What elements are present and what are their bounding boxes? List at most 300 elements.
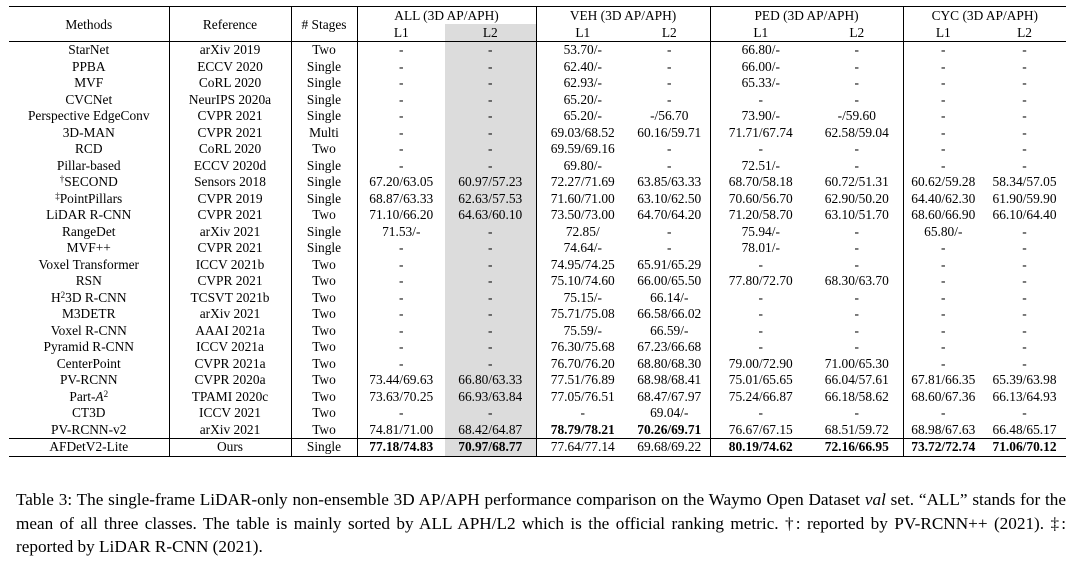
metric-cell: - [903, 273, 983, 290]
metric-cell: - [1022, 75, 1027, 90]
method-superscript: 2 [60, 289, 66, 300]
metric-cell: 69.04/- [650, 405, 689, 420]
method-label: Voxel Transformer [38, 256, 140, 272]
reference-cell: ICCV 2021b [169, 257, 291, 274]
method-label: RSN [75, 273, 102, 288]
method-label: RCD [74, 141, 103, 156]
method-name [9, 405, 169, 422]
metric-cell: - [357, 125, 445, 142]
metric-cell: 68.98/68.41 [637, 372, 702, 387]
stages-cell: Two [291, 207, 357, 224]
metric-cell: - [854, 306, 859, 321]
table-row [9, 141, 1066, 158]
metric-cell: 66.80/63.33 [445, 372, 536, 389]
metric-cell: - [710, 141, 811, 158]
method-name [9, 389, 169, 406]
metric-cell: 75.71/75.08 [536, 306, 629, 323]
stages-cell: Single [291, 174, 357, 191]
table-row [9, 75, 1066, 92]
metric-cell: - [445, 273, 536, 290]
metric-cell: 65.20/- [536, 108, 629, 125]
metric-cell: 71.06/70.12 [983, 439, 1066, 457]
metric-cell: 65.20/- [536, 92, 629, 109]
metric-cell: - [903, 141, 983, 158]
metric-cell: 77.80/72.70 [710, 273, 811, 290]
metric-cell: 62.58/59.04 [824, 124, 889, 140]
metric-cell: - [667, 157, 672, 173]
reference-cell: CVPR 2021a [169, 356, 291, 373]
method-name [9, 439, 169, 457]
stages-cell: Two [291, 323, 357, 340]
metric-cell: - [667, 141, 672, 156]
metric-cell: 71.10/66.20 [357, 207, 445, 224]
metric-cell: 68.98/67.63 [903, 422, 983, 439]
method-name [9, 92, 169, 109]
metric-cell: - [903, 356, 983, 373]
metric-cell: 79.00/72.90 [710, 356, 811, 373]
metric-cell: - [1022, 273, 1027, 288]
metric-cell: - [357, 405, 445, 422]
stages-cell: Single [291, 92, 357, 109]
metric-cell: 68.87/63.33 [357, 191, 445, 208]
method-label: SECOND [64, 174, 118, 189]
metric-cell: - [1022, 157, 1027, 173]
metric-cell: 67.20/63.05 [357, 174, 445, 191]
table-row [9, 422, 1066, 439]
metric-cell: - [445, 306, 536, 323]
metric-cell: - [854, 339, 859, 354]
metric-cell: - [1022, 240, 1027, 255]
table-row [9, 59, 1066, 76]
method-name [9, 290, 169, 307]
table-row [9, 158, 1066, 175]
metric-cell: 69.80/- [536, 158, 629, 175]
stages-cell: Two [291, 273, 357, 290]
method-name [9, 224, 169, 241]
method-name [9, 59, 169, 76]
header-level: L1 [357, 24, 445, 42]
table-row [9, 108, 1066, 125]
reference-cell: ECCV 2020 [169, 59, 291, 76]
metric-cell: 66.48/65.17 [992, 421, 1057, 437]
method-name [9, 108, 169, 125]
metric-cell: 66.93/63.84 [445, 389, 536, 406]
metric-cell: 68.47/67.97 [637, 388, 702, 404]
metric-cell: 69.68/69.22 [629, 439, 710, 457]
method-label: Perspective EdgeConv [27, 108, 150, 123]
metric-cell: - [357, 290, 445, 307]
metric-cell: 73.90/- [710, 108, 811, 125]
metric-cell: - [357, 257, 445, 274]
stages-cell: Two [291, 339, 357, 356]
metric-cell: - [903, 59, 983, 76]
table-row [9, 273, 1066, 290]
method-label: H [50, 289, 61, 305]
metric-cell: 64.70/64.20 [637, 207, 702, 222]
stages-cell: Single [291, 108, 357, 125]
metric-cell: - [1022, 141, 1027, 156]
metric-cell: 78.01/- [710, 240, 811, 257]
metric-cell: 66.80/- [710, 42, 811, 59]
method-superscript: 2 [103, 388, 109, 399]
metric-cell: 61.90/59.90 [992, 190, 1057, 206]
metric-cell: 71.20/58.70 [710, 207, 811, 224]
metric-cell: - [667, 42, 672, 57]
reference-cell: ICCV 2021 [169, 405, 291, 422]
metric-cell: - [854, 58, 859, 74]
header-group-all: ALL (3D AP/APH) [357, 7, 536, 25]
method-label: RangeDet [61, 223, 116, 239]
method-name [9, 422, 169, 439]
method-name [9, 42, 169, 59]
metric-cell: - [445, 405, 536, 422]
metric-cell: 72.16/66.95 [811, 439, 903, 457]
metric-cell: 66.14/- [650, 289, 689, 305]
method-label: Pyramid R-CNN [43, 339, 134, 354]
metric-cell: 76.30/75.68 [536, 339, 629, 356]
header-level: L2 [629, 24, 710, 42]
metric-cell: - [903, 108, 983, 125]
stages-cell: Two [291, 42, 357, 59]
metric-cell: - [854, 157, 859, 173]
metric-cell: 78.79/78.21 [536, 422, 629, 439]
stages-cell: Single [291, 439, 357, 457]
table-row [9, 174, 1066, 191]
method-name [9, 257, 169, 274]
stages-cell: Multi [291, 125, 357, 142]
metric-cell: - [854, 405, 859, 420]
metric-cell: 77.51/76.89 [536, 372, 629, 389]
metric-cell: 62.40/- [536, 59, 629, 76]
method-label: Part- [69, 388, 96, 404]
metric-cell: 71.71/67.74 [710, 125, 811, 142]
metric-cell: 68.30/63.70 [824, 273, 889, 288]
metric-cell: - [854, 75, 859, 90]
metric-cell: - [903, 339, 983, 356]
stages-cell: Single [291, 191, 357, 208]
metric-cell: 62.90/50.20 [824, 190, 889, 206]
reference-cell: arXiv 2019 [169, 42, 291, 59]
metric-cell: - [667, 75, 672, 90]
method-name [9, 158, 169, 175]
method-name [9, 306, 169, 323]
metric-cell: 65.39/63.98 [992, 372, 1057, 387]
reference-cell: CVPR 2021 [169, 207, 291, 224]
method-label: MVF [74, 75, 104, 90]
metric-cell: 60.16/59.71 [637, 124, 702, 140]
metric-cell: 60.97/57.23 [445, 174, 536, 191]
metric-cell: 70.60/56.70 [710, 191, 811, 208]
header-level: L1 [710, 24, 811, 42]
metric-cell: 72.85/ [536, 224, 629, 241]
metric-cell: - [1022, 405, 1027, 420]
metric-cell: - [667, 240, 672, 255]
metric-cell: 62.63/57.53 [445, 191, 536, 208]
stages-cell: Two [291, 356, 357, 373]
reference-cell: CVPR 2021 [169, 273, 291, 290]
table-row [9, 92, 1066, 109]
table-row [9, 207, 1066, 224]
metric-cell: -/56.70 [650, 108, 689, 123]
metric-cell: - [445, 42, 536, 59]
results-table [9, 6, 1066, 457]
metric-cell: 66.13/64.93 [992, 388, 1057, 404]
metric-cell: 67.23/66.68 [637, 339, 702, 354]
method-name [9, 273, 169, 290]
metric-cell: - [357, 92, 445, 109]
metric-cell: 71.00/65.30 [824, 355, 889, 371]
stages-cell: Single [291, 158, 357, 175]
reference-cell: arXiv 2021 [169, 422, 291, 439]
metric-cell: - [357, 108, 445, 125]
metric-cell: - [445, 257, 536, 274]
reference-cell: ICCV 2021a [169, 339, 291, 356]
method-label: Pillar-based [56, 157, 121, 173]
metric-cell: - [1022, 322, 1027, 338]
method-label: PPBA [72, 58, 106, 74]
header-level: L1 [903, 24, 983, 42]
method-label: CVCNet [65, 91, 113, 107]
metric-cell: -/59.60 [837, 108, 876, 123]
metric-cell: - [357, 59, 445, 76]
metric-cell: 73.44/69.63 [357, 372, 445, 389]
table-row [9, 224, 1066, 241]
reference-cell: CVPR 2019 [169, 191, 291, 208]
metric-cell: - [710, 92, 811, 109]
header-stages: # Stages [291, 7, 357, 42]
metric-cell: 75.24/66.87 [710, 389, 811, 406]
stages-cell: Single [291, 75, 357, 92]
header-level: L1 [536, 24, 629, 42]
metric-cell: - [1022, 289, 1027, 305]
metric-cell: 75.10/74.60 [536, 273, 629, 290]
metric-cell: - [710, 339, 811, 356]
table-row [9, 339, 1066, 356]
metric-cell: - [357, 273, 445, 290]
metric-cell: 65.33/- [710, 75, 811, 92]
metric-cell: - [903, 75, 983, 92]
method-label: 3D-MAN [62, 124, 115, 140]
method-italic: A [95, 388, 104, 404]
method-name [9, 174, 169, 191]
metric-cell: - [710, 257, 811, 274]
metric-cell: 63.10/51.70 [824, 207, 889, 222]
metric-cell: - [445, 59, 536, 76]
metric-cell: - [357, 158, 445, 175]
metric-cell: 70.26/69.71 [637, 421, 702, 437]
method-name [9, 323, 169, 340]
table-row [9, 372, 1066, 389]
reference-cell: AAAI 2021a [169, 323, 291, 340]
caption-text: set. “ALL” stands for the mean of all three classes. The table is mainly sorted by ALL APH/L2 which is the official ranking metric. †: reported by PV-RCNN++ (2021). ‡: reported by LiDAR R-CNN (2021). [16, 490, 1066, 556]
metric-cell: 74.64/- [536, 240, 629, 257]
metric-cell: 73.50/73.00 [536, 207, 629, 224]
table-row [9, 405, 1066, 422]
method-label: M3DETR [61, 306, 116, 321]
method-name [9, 240, 169, 257]
reference-cell: TPAMI 2020c [169, 389, 291, 406]
stages-cell: Single [291, 59, 357, 76]
metric-cell: 68.51/59.72 [824, 421, 889, 437]
metric-cell: 66.58/66.02 [637, 306, 702, 321]
method-name [9, 75, 169, 92]
metric-cell: - [854, 256, 859, 272]
metric-cell: 66.04/57.61 [824, 372, 889, 387]
metric-cell: - [903, 125, 983, 142]
metric-cell: - [1022, 42, 1027, 57]
header-group-ped: PED (3D AP/APH) [710, 7, 903, 25]
metric-cell: 63.10/62.50 [637, 190, 702, 206]
metric-cell: - [445, 108, 536, 125]
metric-cell: 72.51/- [710, 158, 811, 175]
metric-cell: 64.63/60.10 [445, 207, 536, 224]
stages-cell: Two [291, 141, 357, 158]
metric-cell: 80.19/74.62 [710, 439, 811, 457]
metric-cell: 75.15/- [536, 290, 629, 307]
stages-cell: Two [291, 306, 357, 323]
metric-cell: - [357, 141, 445, 158]
metric-cell: - [854, 42, 859, 57]
metric-cell: 69.59/69.16 [536, 141, 629, 158]
metric-cell: 71.60/71.00 [536, 191, 629, 208]
metric-cell: 65.91/65.29 [637, 256, 702, 272]
metric-cell: - [903, 158, 983, 175]
method-label: StarNet [68, 42, 110, 57]
reference-cell: CoRL 2020 [169, 75, 291, 92]
metric-cell: - [1022, 256, 1027, 272]
caption-text: Table 3: The single-frame LiDAR-only non-ensemble 3D AP/APH performance comparison on the Waymo Open Dataset [16, 490, 865, 509]
metric-cell: - [854, 141, 859, 156]
metric-cell: - [903, 257, 983, 274]
metric-cell: 58.34/57.05 [992, 174, 1057, 189]
reference-cell: CVPR 2021 [169, 108, 291, 125]
metric-cell: - [357, 240, 445, 257]
metric-cell: 74.81/71.00 [357, 422, 445, 439]
metric-cell: - [357, 356, 445, 373]
method-name [9, 207, 169, 224]
metric-cell: 67.81/66.35 [903, 372, 983, 389]
method-name [9, 339, 169, 356]
metric-cell: - [1022, 58, 1027, 74]
metric-cell: - [445, 92, 536, 109]
reference-cell: Sensors 2018 [169, 174, 291, 191]
method-footnote-mark: ‡ [55, 190, 60, 201]
metric-cell: 75.01/65.65 [710, 372, 811, 389]
method-label-rest: 3D R-CNN [65, 289, 127, 305]
metric-cell: 65.80/- [903, 224, 983, 241]
table-row [9, 306, 1066, 323]
metric-cell: - [445, 158, 536, 175]
metric-cell: - [1022, 124, 1027, 140]
table-row [9, 42, 1066, 59]
metric-cell: - [357, 306, 445, 323]
metric-cell: - [903, 92, 983, 109]
stages-cell: Two [291, 257, 357, 274]
method-name [9, 372, 169, 389]
reference-cell: Ours [169, 439, 291, 457]
metric-cell: 53.70/- [536, 42, 629, 59]
metric-cell: 60.72/51.31 [824, 174, 889, 189]
metric-cell: - [903, 405, 983, 422]
reference-cell: ECCV 2020d [169, 158, 291, 175]
table-row [9, 240, 1066, 257]
stages-cell: Single [291, 224, 357, 241]
metric-cell: 77.64/77.14 [536, 439, 629, 457]
metric-cell: - [445, 323, 536, 340]
metric-cell: - [903, 42, 983, 59]
metric-cell: - [710, 306, 811, 323]
method-label: AFDetV2-Lite [49, 439, 129, 454]
metric-cell: 62.93/- [536, 75, 629, 92]
metric-cell: 68.70/58.18 [710, 174, 811, 191]
reference-cell: arXiv 2021 [169, 224, 291, 241]
table-row [9, 125, 1066, 142]
metric-cell: 69.03/68.52 [536, 125, 629, 142]
metric-cell: 68.80/68.30 [637, 355, 702, 371]
stages-cell: Two [291, 372, 357, 389]
metric-cell: - [854, 289, 859, 305]
method-label: PV-RCNN-v2 [51, 421, 127, 437]
metric-cell: 72.27/71.69 [536, 174, 629, 191]
metric-cell: - [710, 405, 811, 422]
reference-cell: TCSVT 2021b [169, 290, 291, 307]
metric-cell: - [357, 75, 445, 92]
header-methods: Methods [9, 7, 169, 42]
metric-cell: 60.62/59.28 [903, 174, 983, 191]
metric-cell: - [445, 224, 536, 241]
metric-cell: - [1022, 91, 1027, 107]
stages-cell: Two [291, 405, 357, 422]
metric-cell: - [445, 290, 536, 307]
method-label: CenterPoint [56, 355, 121, 371]
metric-cell: - [903, 306, 983, 323]
metric-cell: 74.95/74.25 [536, 257, 629, 274]
reference-cell: arXiv 2021 [169, 306, 291, 323]
header-level: L2 [445, 24, 536, 42]
metric-cell: 63.85/63.33 [637, 174, 702, 189]
method-label: LiDAR R-CNN [46, 207, 132, 222]
metric-cell: - [1022, 223, 1027, 239]
metric-cell: - [903, 240, 983, 257]
metric-cell: - [1022, 355, 1027, 371]
method-label: Voxel R-CNN [50, 322, 127, 338]
results-table-body [9, 42, 1066, 457]
metric-cell: 66.10/64.40 [992, 207, 1057, 222]
caption-italic: val [864, 490, 886, 509]
metric-cell: 66.59/- [650, 322, 689, 338]
header-level: L2 [811, 24, 903, 42]
table-row [9, 356, 1066, 373]
metric-cell: - [445, 75, 536, 92]
header-group-veh: VEH (3D AP/APH) [536, 7, 710, 25]
metric-cell: - [854, 223, 859, 239]
stages-cell: Single [291, 240, 357, 257]
header-level: L2 [983, 24, 1066, 42]
metric-cell: - [854, 240, 859, 255]
header-row-groups [9, 7, 1066, 25]
stages-cell: Two [291, 290, 357, 307]
method-label: MVF++ [66, 240, 111, 255]
metric-cell: - [710, 323, 811, 340]
metric-cell: 76.67/67.15 [710, 422, 811, 439]
metric-cell: - [445, 125, 536, 142]
metric-cell: - [667, 91, 672, 107]
metric-cell: - [357, 42, 445, 59]
stages-cell: Two [291, 422, 357, 439]
table-row [9, 257, 1066, 274]
reference-cell: CoRL 2020 [169, 141, 291, 158]
method-name [9, 141, 169, 158]
